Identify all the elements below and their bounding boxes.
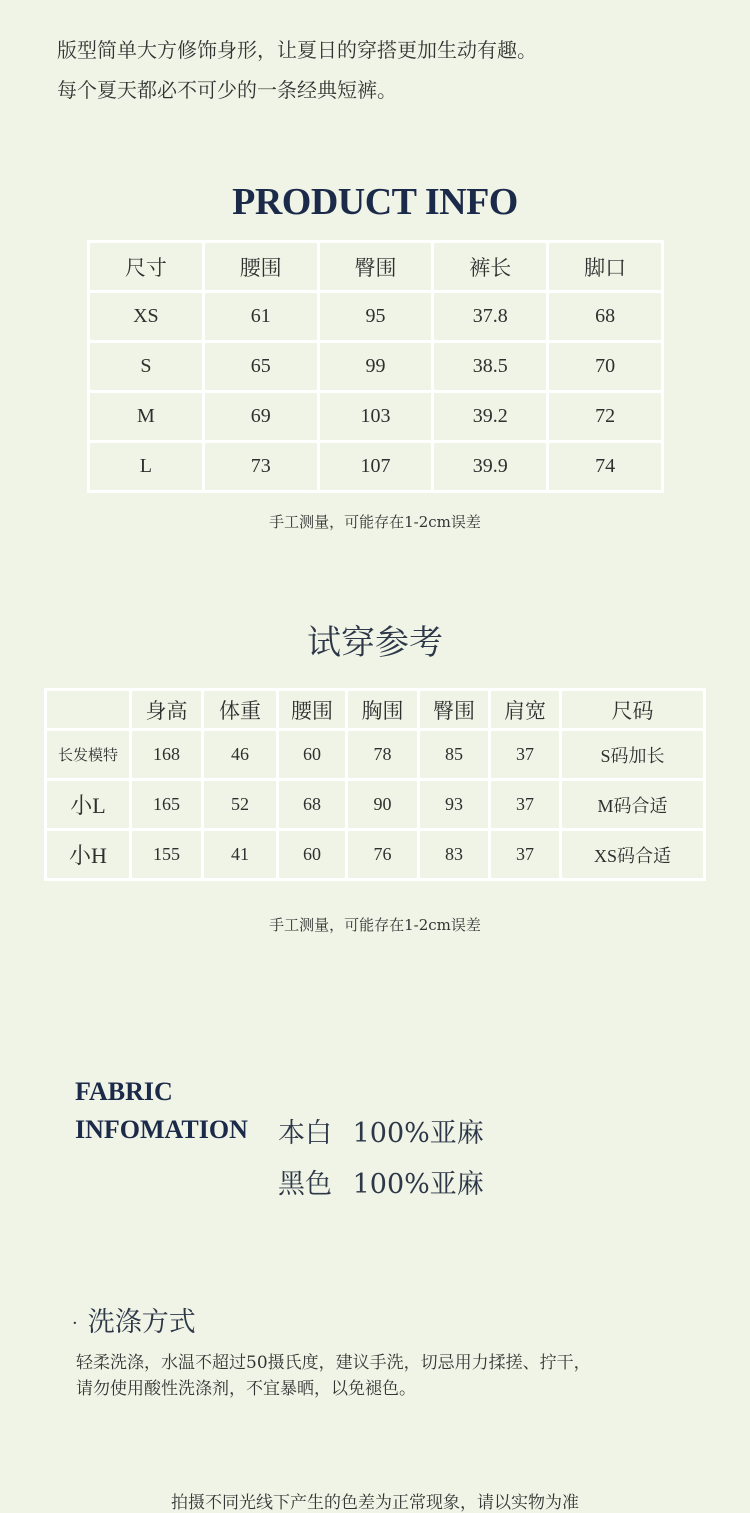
table-cell: 37 [491,731,559,778]
table-cell: 165 [132,781,201,828]
table-cell: XS [90,293,202,340]
table-row [47,831,703,878]
fabric-item [278,1162,484,1201]
table-cell: 38.5 [434,343,546,390]
header-cell: 体重 [204,691,276,728]
table-cell: 72 [549,393,661,440]
header-cell: 臀围 [420,691,488,728]
table-cell: 37.8 [434,293,546,340]
table-row [90,343,661,390]
table-cell: 60 [279,731,345,778]
washing-title [72,1300,196,1339]
model-name: 长发模特 [47,731,129,778]
table-cell: 52 [204,781,276,828]
header-cell: 裤长 [434,243,546,290]
table-cell: S [90,343,202,390]
fabric-label [75,1073,248,1149]
table-cell: 41 [204,831,276,878]
fabric-item [278,1111,484,1150]
size-table [87,240,664,493]
header-cell: 肩宽 [491,691,559,728]
header-cell: 胸围 [348,691,417,728]
table-cell: 65 [205,343,317,390]
header-cell: 尺寸 [90,243,202,290]
header-cell: 尺码 [562,691,703,728]
fit-measurement-note: 手工测量，可能存在1-2cm误差 [269,916,481,934]
table-cell: 60 [279,831,345,878]
fabric-composition: 100%亚麻 [352,1118,484,1149]
table-cell: 68 [549,293,661,340]
header-cell: 腰围 [279,691,345,728]
table-cell: 103 [320,393,432,440]
table-cell: 90 [348,781,417,828]
table-cell: 37 [491,781,559,828]
table-cell: 39.9 [434,443,546,490]
model-name: 小H [47,831,129,878]
table-cell: 107 [320,443,432,490]
header-cell [47,691,129,728]
washing-title-text: 洗涤方式 [87,1307,196,1338]
fabric-label-line-2: INFOMATION [75,1115,248,1144]
table-cell: XS码合适 [562,831,703,878]
footer-note: 拍摄不同光线下产生的色差为正常现象，请以实物为准 [171,1493,579,1513]
washing-line-2: 请勿使用酸性洗涤剂，不宜暴晒，以免褪色。 [76,1379,416,1399]
table-cell: 78 [348,731,417,778]
table-cell: S码加长 [562,731,703,778]
table-cell: M码合适 [562,781,703,828]
intro-line-1: 版型简单大方修饰身形，让夏日的穿搭更加生动有趣。 [57,38,537,62]
table-cell: 99 [320,343,432,390]
table-cell: 73 [205,443,317,490]
fabric-composition: 100%亚麻 [352,1169,484,1200]
fabric-label-line-1: FABRIC [75,1077,173,1106]
fabric-color: 黑色 [278,1169,332,1200]
product-info-title: PRODUCT INFO [232,181,518,223]
table-row [90,393,661,440]
table-cell: 76 [348,831,417,878]
header-cell: 臀围 [320,243,432,290]
table-cell: 37 [491,831,559,878]
table-cell: 168 [132,731,201,778]
fit-table-header [47,691,703,728]
header-cell: 脚口 [549,243,661,290]
table-cell: 93 [420,781,488,828]
table-cell: 68 [279,781,345,828]
header-cell: 腰围 [205,243,317,290]
table-row [47,781,703,828]
table-cell: 69 [205,393,317,440]
fit-reference-title: 试穿参考 [307,623,443,663]
fit-table [44,688,706,881]
table-cell: 39.2 [434,393,546,440]
table-cell: 74 [549,443,661,490]
washing-instructions [76,1350,591,1402]
table-row [90,443,661,490]
measurement-note: 手工测量，可能存在1-2cm误差 [269,513,481,531]
model-name: 小L [47,781,129,828]
fabric-color: 本白 [278,1118,332,1149]
intro-text [57,30,537,110]
washing-line-1: 轻柔洗涤，水温不超过50摄氏度，建议手洗，切忌用力揉搓、拧干， [76,1353,591,1373]
table-cell: L [90,443,202,490]
table-cell: 155 [132,831,201,878]
size-table-header [90,243,661,290]
table-cell: 95 [320,293,432,340]
table-cell: 61 [205,293,317,340]
table-cell: 70 [549,343,661,390]
table-cell: 85 [420,731,488,778]
table-cell: 46 [204,731,276,778]
header-cell: 身高 [132,691,201,728]
table-row [90,293,661,340]
intro-line-2: 每个夏天都必不可少的一条经典短裤。 [57,78,397,102]
bullet-icon: · [72,1313,78,1334]
table-cell: 83 [420,831,488,878]
table-cell: M [90,393,202,440]
table-row [47,731,703,778]
